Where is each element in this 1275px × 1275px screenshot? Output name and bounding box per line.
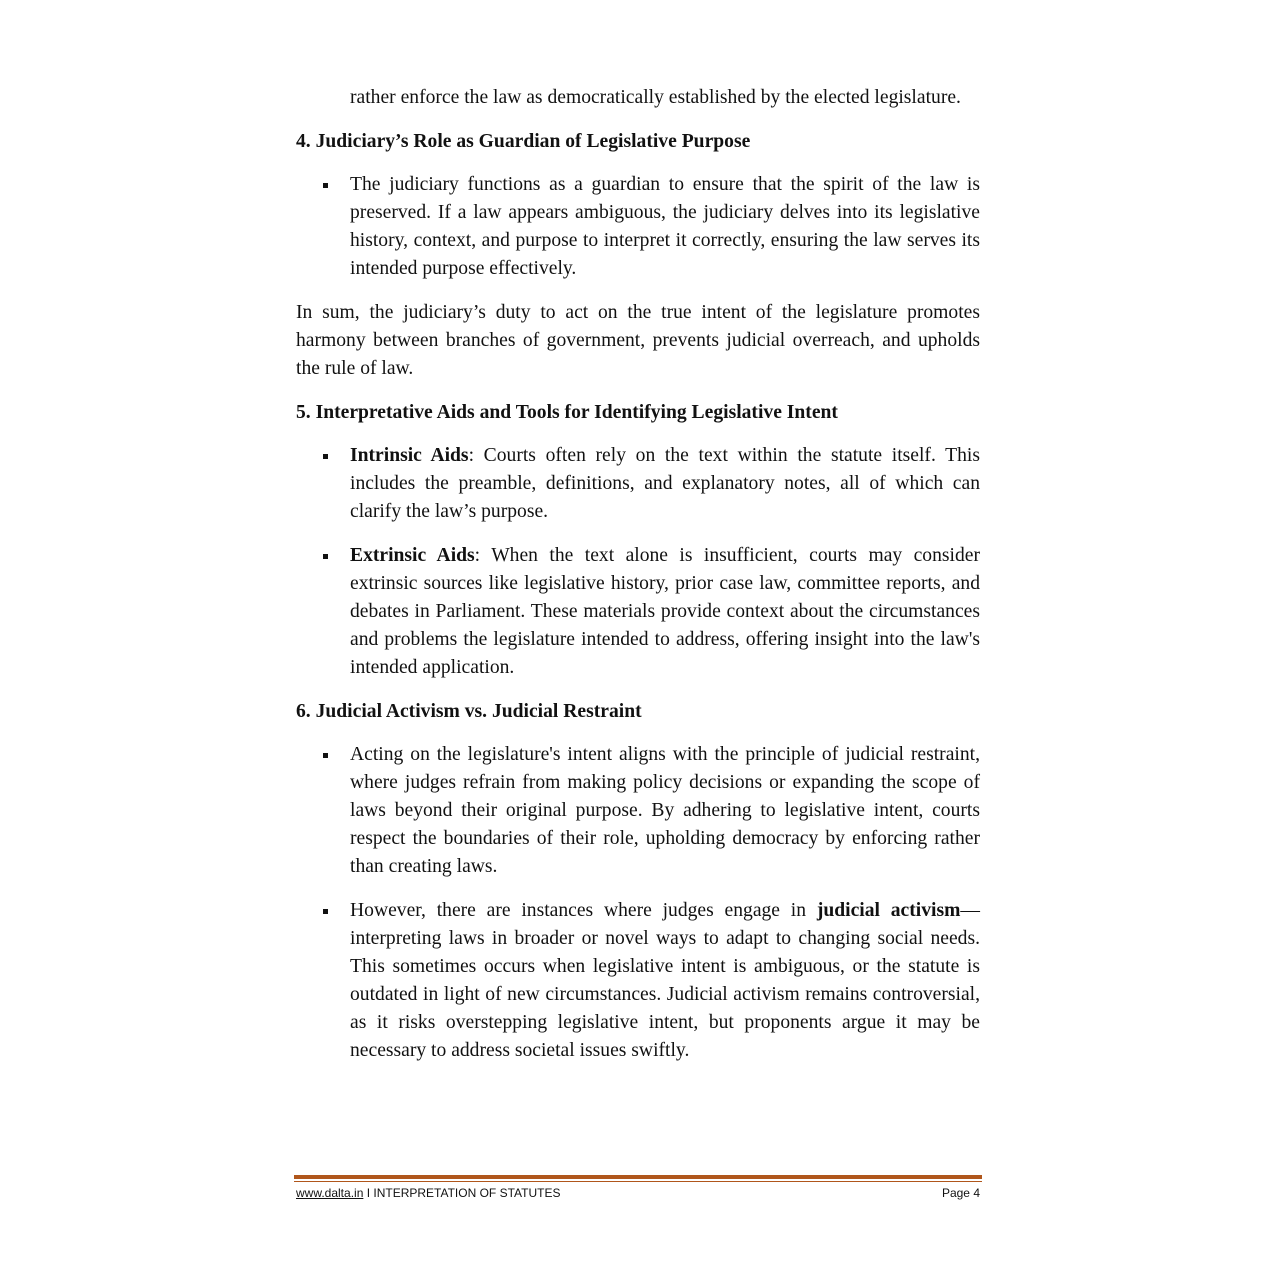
- list-item-text: : Courts often rely on the text within the statute itself. This includes the preamble, definitions, and explanatory notes, all of which can clarify the law’s purpose.: [350, 445, 980, 522]
- continuation-text: rather enforce the law as democratically established by the elected legislature.: [350, 87, 961, 108]
- list-item-text: However, there are instances where judges engage in: [350, 900, 817, 921]
- section-6-list: [296, 741, 980, 1065]
- summary-paragraph: In sum, the judiciary’s duty to act on the true intent of the legislature promotes harmony between branches of government, prevents judicial overreach, and upholds the rule of law.: [296, 302, 980, 379]
- list-item: [296, 542, 980, 682]
- list-item-term: Intrinsic Aids: [350, 445, 469, 466]
- list-item-term: Extrinsic Aids: [350, 545, 475, 566]
- section-4-list: [296, 171, 980, 283]
- page-footer: [296, 1186, 980, 1204]
- page-number: Page 4: [941, 1186, 980, 1200]
- bullet-icon: [323, 753, 328, 758]
- list-item: [296, 171, 980, 283]
- footer-rule: [294, 1175, 982, 1179]
- section-5-list: [296, 442, 980, 682]
- list-item-text: —interpreting laws in broader or novel ways to adapt to changing social needs. This sometimes occurs when legislative intent is ambiguous, or the statute is outdated in light of new circumstances. Judicial activism remains controversial, as it risks overstepping legislative intent, but proponents argue it may be necessary to address societal issues swiftly.: [350, 900, 980, 1061]
- bullet-icon: [323, 454, 328, 459]
- footer-site-link[interactable]: www.dalta.in: [296, 1186, 364, 1200]
- list-item-text: : When the text alone is insufficient, courts may consider extrinsic sources like legislative history, prior case law, committee reports, and debates in Parliament. These materials provide context about the circumstances and problems the legislature intended to address, offering insight into the law's intended application.: [350, 545, 980, 678]
- section-6-heading: 6. Judicial Activism vs. Judicial Restraint: [296, 701, 642, 722]
- bullet-icon: [323, 909, 328, 914]
- list-item: [296, 741, 980, 881]
- list-item: [296, 442, 980, 526]
- list-item-text: Acting on the legislature's intent aligns with the principle of judicial restraint, where judges refrain from making policy decisions or expanding the scope of laws beyond their original purpose. By adhering to legislative intent, courts respect the boundaries of their role, upholding democracy by enforcing rather than creating laws.: [350, 744, 980, 877]
- list-item: [296, 897, 980, 1065]
- document-body: [296, 84, 980, 1081]
- bullet-icon: [323, 554, 328, 559]
- section-4-heading: 4. Judiciary’s Role as Guardian of Legislative Purpose: [296, 131, 751, 152]
- list-item-term: judicial activism: [816, 900, 961, 921]
- footer-rule-thin: [294, 1181, 982, 1182]
- footer-title: I INTERPRETATION OF STATUTES: [363, 1186, 561, 1200]
- list-item-text: The judiciary functions as a guardian to ensure that the spirit of the law is preserved. If a law appears ambiguous, the judiciary delves into its legislative history, context, and purpose to interpret it correctly, ensuring the law serves its intended purpose effectively.: [350, 174, 980, 279]
- section-5-heading: 5. Interpretative Aids and Tools for Identifying Legislative Intent: [296, 402, 838, 423]
- bullet-icon: [323, 183, 328, 188]
- footer-left: [296, 1186, 561, 1200]
